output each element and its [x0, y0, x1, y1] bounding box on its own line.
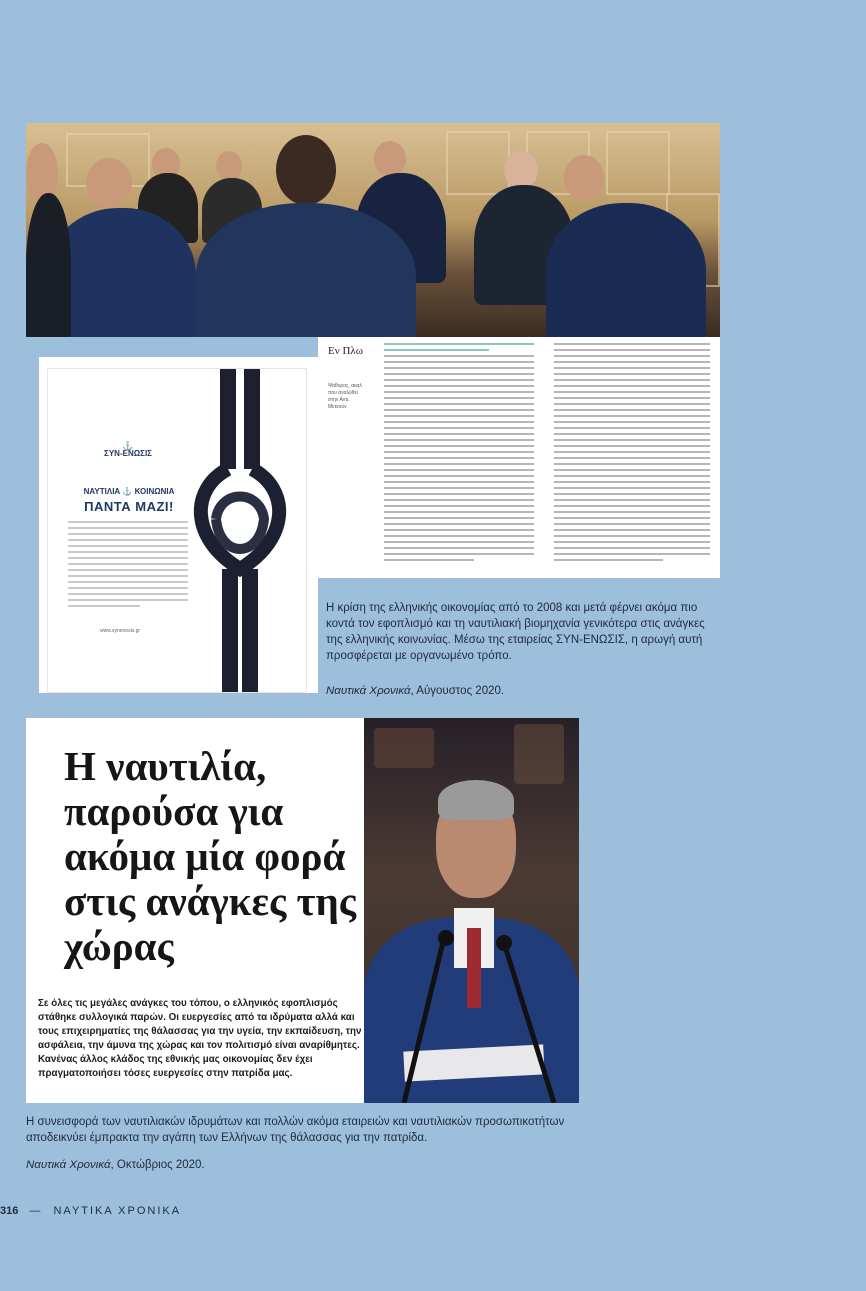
caption-first: Η κρίση της ελληνικής οικονομίας από το 2008 και μετά φέρνει ακόμα πιο κοντά τον εφοπλισμό και τη ναυτιλιακή βιομηχανία γενικότερα στις ανάγκες της ελληνικής κοινωνίας. Μέσω της εταιρείας ΣΥΝ-ΕΝΩΣΙΣ, η αρωγή αυτή προσφέρεται με οργανωμένο τρόπο.: [326, 602, 705, 662]
clipping-second: [26, 718, 579, 1103]
speaker-photo: [364, 718, 579, 1103]
page-number: 316: [0, 1205, 19, 1217]
page-footer: [0, 1205, 181, 1217]
article-side-note: Ψάθυρος, ακαλ που αναλύθει στην Αντι. Μετεούν: [328, 383, 362, 410]
booklet-cover: [47, 368, 307, 693]
caption-second: Η συνεισφορά των ναυτιλιακών ιδρυμάτων και πολλών ακόμα εταιρειών και ναυτιλιακών προσωπικοτήτων αποδεικνύει έμπρακτα την αγάπη των Ελλήνων της θάλασσας για την πατρίδα.: [26, 1116, 565, 1144]
synenosis-logo: ΣΥΝ-ΕΝΩΣΙΣ: [104, 449, 152, 458]
article-heading: Εν Πλω: [328, 345, 363, 357]
footer-separator: —: [29, 1205, 43, 1217]
magazine-name: ΝΑΥΤΙΚΑ ΧΡΟΝΙΚΑ: [53, 1205, 182, 1217]
booklet-title-big: ΠΑΝΤΑ ΜΑΖΙ!: [84, 499, 174, 514]
rope-knot-icon: [180, 369, 300, 692]
source-first: Ναυτικά Χρονικά, Αύγουστος 2020.: [326, 685, 505, 697]
lead-paragraph: Σε όλες τις μεγάλες ανάγκες του τόπου, ο ελληνικός εφοπλισμός στάθηκε συλλογικά παρών. Οι ευεργεσίες από τα ιδρύματα αλλά και τους επιχειρηματίες της θάλασσας για την υγεία, την εκπαίδευση, την ασφάλεια, την άμυνα της χώρας και τον πολιτισμό είναι αναρίθμητες. Κανένας άλλος κλάδος της εθνικής μας οικονομίας δεν έχει πραγματοποιήσει τόσες ευεργεσίες στην πατρίδα μας.: [38, 998, 362, 1079]
meeting-photo: [26, 123, 720, 337]
article-excerpt: [318, 337, 720, 578]
anchor-icon: ⚓: [122, 441, 134, 451]
source-second: Ναυτικά Χρονικά, Οκτώβριος 2020.: [26, 1159, 205, 1171]
headline: Η ναυτιλία, παρούσα για ακόμα μία φορά στις ανάγκες της χώρας: [64, 743, 357, 969]
booklet-title: ΝΑΥΤΙΛΙΑ ⚓ ΚΟΙΝΩΝΙΑ: [83, 487, 175, 496]
booklet-url: www.synenosis.gr: [100, 628, 141, 634]
